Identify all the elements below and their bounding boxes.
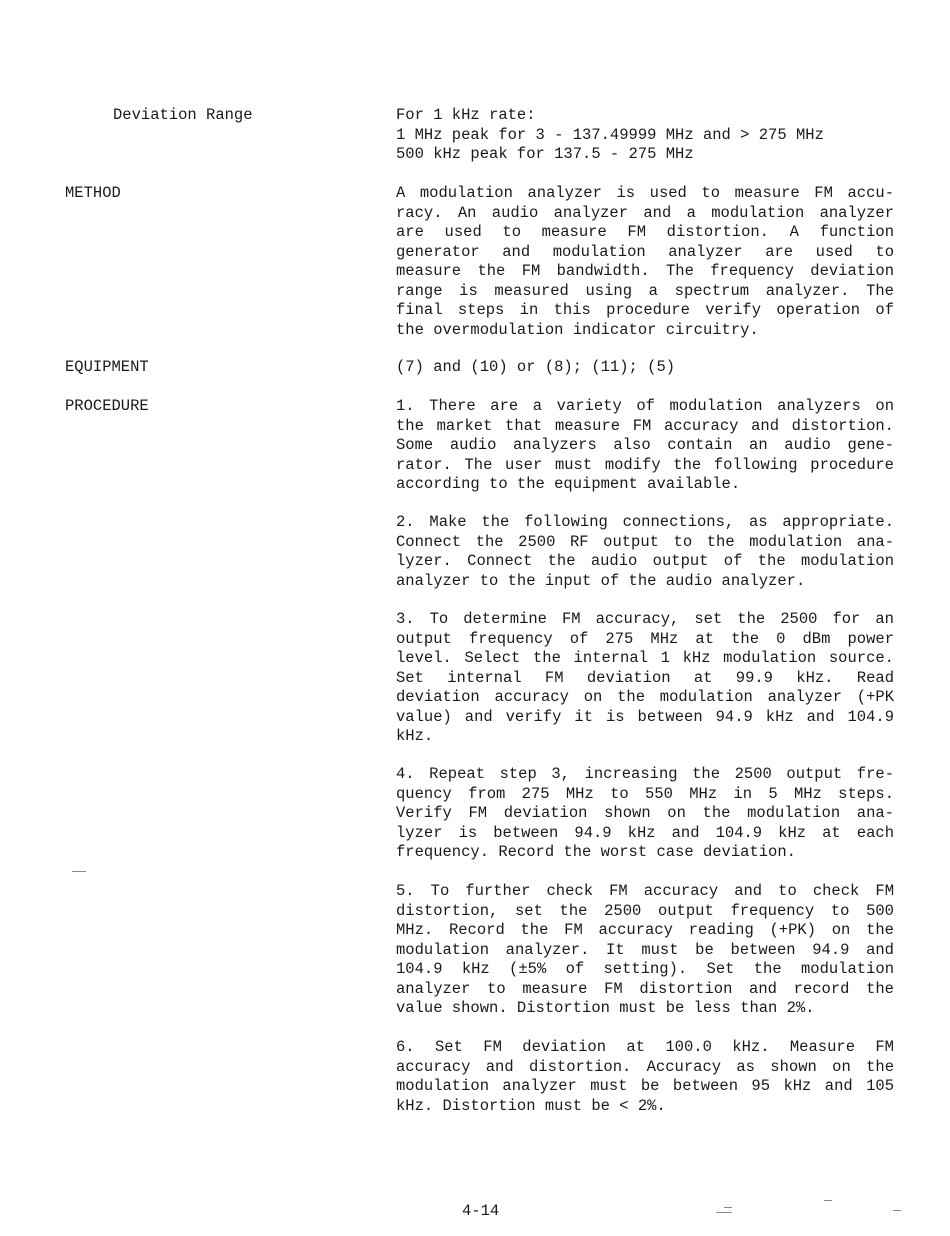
- procedure-step-2: [396, 513, 894, 591]
- step-line: rator. The user must modify the following procedure: [396, 455, 894, 474]
- step-line: distortion, set the 2500 output frequency to 500: [396, 901, 894, 920]
- procedure-step-4: [396, 765, 894, 863]
- method-line: generator and modulation analyzer are used to: [396, 242, 894, 261]
- step-line: analyzer to the input of the audio analyzer.: [396, 571, 806, 590]
- step-line: level. Select the internal 1 kHz modulation source.: [396, 649, 894, 667]
- method-line: racy. An audio analyzer and a modulation analyzer: [396, 203, 894, 222]
- scan-speck: [72, 871, 86, 872]
- procedure-step-5: [396, 882, 894, 1019]
- step-line: accuracy and distortion. Accuracy as shown on the: [396, 1057, 894, 1076]
- step-line: 1. There are a variety of modulation analyzers on: [396, 397, 894, 415]
- scan-speck: [893, 1210, 901, 1211]
- step-line: MHz. Record the FM accuracy reading (+PK) on the: [396, 921, 894, 939]
- deviation-range-label: Deviation Range: [113, 106, 253, 124]
- step-line: quency from 275 MHz to 550 MHz in 5 MHz steps.: [396, 784, 894, 803]
- step-line: 5. To further check FM accuracy and to check FM: [396, 882, 894, 900]
- step-line: 3. To determine FM accuracy, set the 2500 for an: [396, 610, 894, 628]
- method-line: are used to measure FM distortion. A function: [396, 223, 894, 241]
- method-label: METHOD: [65, 184, 121, 202]
- equipment-line: (7) and (10) or (8); (11); (5): [396, 358, 676, 376]
- deviation-range-line: 500 kHz peak for 137.5 - 275 MHz: [396, 145, 694, 163]
- step-line: kHz.: [396, 727, 434, 745]
- scan-speck: [716, 1212, 732, 1213]
- deviation-range-line: For 1 kHz rate:: [396, 106, 536, 124]
- step-line: frequency. Record the worst case deviation.: [396, 843, 796, 861]
- procedure-step-6: [396, 1038, 894, 1116]
- procedure-label: PROCEDURE: [65, 397, 149, 415]
- step-line: analyzer to measure FM distortion and record the: [396, 979, 894, 998]
- step-line: deviation accuracy on the modulation analyzer (+PK: [396, 688, 894, 706]
- procedure-step-1: [396, 397, 894, 495]
- equipment-label: EQUIPMENT: [65, 358, 149, 376]
- step-line: lyzer is between 94.9 kHz and 104.9 kHz at each: [396, 823, 894, 842]
- scan-speck: [824, 1200, 832, 1201]
- step-line: the market that measure FM accuracy and distortion.: [396, 416, 894, 435]
- page-number: 4-14: [462, 1202, 500, 1220]
- method-line: measure the FM bandwidth. The frequency deviation: [396, 262, 894, 280]
- deviation-range-line: 1 MHz peak for 3 - 137.49999 MHz and > 275 MHz: [396, 125, 824, 144]
- step-line: Set internal FM deviation at 99.9 kHz. Read: [396, 668, 894, 687]
- step-line: modulation analyzer. It must be between 94.9 and: [396, 940, 894, 959]
- step-line: 6. Set FM deviation at 100.0 kHz. Measure FM: [396, 1038, 894, 1056]
- deviation-range-text: [396, 106, 894, 165]
- method-line: the overmodulation indicator circuitry.: [396, 320, 759, 339]
- scan-speck: [724, 1207, 732, 1208]
- step-line: modulation analyzer must be between 95 kHz and 105: [396, 1077, 894, 1095]
- method-paragraph: [396, 184, 894, 340]
- step-line: Connect the 2500 RF output to the modulation ana-: [396, 532, 894, 551]
- method-line: A modulation analyzer is used to measure FM accu-: [396, 184, 894, 202]
- step-line: 2. Make the following connections, as appropriate.: [396, 513, 894, 531]
- step-line: lyzer. Connect the audio output of the modulation: [396, 552, 894, 570]
- equipment-text: [396, 358, 894, 378]
- step-line: kHz. Distortion must be < 2%.: [396, 1096, 666, 1115]
- step-line: 4. Repeat step 3, increasing the 2500 output fre-: [396, 765, 894, 783]
- method-line: range is measured using a spectrum analyzer. The: [396, 281, 894, 300]
- step-line: Some audio analyzers also contain an audio gene-: [396, 436, 894, 454]
- step-line: 104.9 kHz (±5% of setting). Set the modulation: [396, 960, 894, 978]
- step-line: according to the equipment available.: [396, 475, 741, 493]
- step-line: value shown. Distortion must be less than 2%.: [396, 999, 815, 1017]
- step-line: output frequency of 275 MHz at the 0 dBm power: [396, 629, 894, 648]
- procedure-step-3: [396, 610, 894, 747]
- step-line: value) and verify it is between 94.9 kHz and 104.9: [396, 707, 894, 726]
- step-line: Verify FM deviation shown on the modulation ana-: [396, 804, 894, 822]
- method-line: final steps in this procedure verify operation of: [396, 301, 894, 319]
